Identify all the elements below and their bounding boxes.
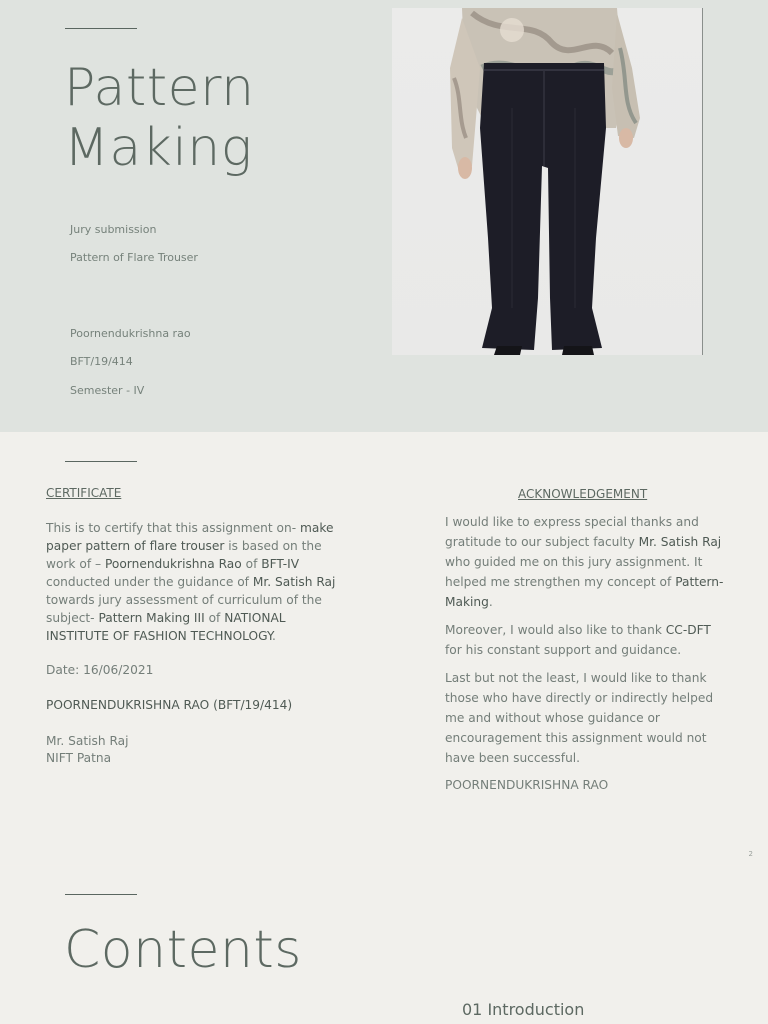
certificate-paragraph: This is to certify that this assignment on- make paper pattern of flare trouser is based on the work of – Poornendukrishna Rao of BFT-IV conducted under the guidance of Mr. Satish Raj towards jury assessment of curriculum of the subject- Pattern Making III of NATIONAL INSTITUTE OF FASHION TECHNOLOGY. <box>46 521 336 643</box>
toc-item-introduction: 01 Introduction <box>462 1000 585 1019</box>
acknowledgement-signature: POORNENDUKRISHNA RAO <box>445 778 609 792</box>
cover-roll-no: BFT/19/414 <box>70 355 133 368</box>
cover-title-line1: Pattern <box>64 58 255 118</box>
certificate-date: Date: 16/06/2021 <box>46 663 154 677</box>
cover-student-name: Poornendukrishna rao <box>70 327 191 340</box>
cover-title-line2: Making <box>64 118 253 178</box>
certificate-signatory: POORNENDUKRISHNA RAO (BFT/19/414) <box>46 698 293 712</box>
guide-org: NIFT Patna <box>46 751 112 765</box>
acknowledgement-paragraph-2: Moreover, I would also like to thank CC-DFT for his constant support and guidance. <box>445 623 711 657</box>
cover-subtitle-1: Jury submission <box>70 223 157 236</box>
acknowledgement-paragraph-3: Last but not the least, I would like to thank those who have directly or indirectly helped me and without whose guidance or encouragement this assignment would not have been successful. <box>445 671 714 765</box>
section-rule <box>65 461 137 462</box>
contents-slide <box>0 866 768 1024</box>
certificate-heading: CERTIFICATE <box>46 486 122 500</box>
guide-name: Mr. Satish Raj <box>46 734 129 748</box>
acknowledgement-heading: ACKNOWLEDGEMENT <box>518 487 648 501</box>
cover-subtitle-2: Pattern of Flare Trouser <box>70 251 198 264</box>
contents-rule <box>65 894 137 895</box>
title-rule <box>65 28 137 29</box>
cover-slide <box>0 0 768 432</box>
trouser-illustration <box>392 8 703 355</box>
photo-divider <box>702 8 703 355</box>
flare-trouser-photo <box>392 8 703 355</box>
cover-title <box>64 58 255 178</box>
acknowledgement-paragraph-1: I would like to express special thanks and gratitude to our subject faculty Mr. Satish Raj who guided me on this jury assignment. It helped me strengthen my concept of Pattern-Making. <box>445 515 724 609</box>
page-number: 2 <box>748 850 753 858</box>
certificate-slide <box>0 433 768 865</box>
cover-semester: Semester - IV <box>70 384 145 397</box>
contents-title: Contents <box>64 920 302 980</box>
